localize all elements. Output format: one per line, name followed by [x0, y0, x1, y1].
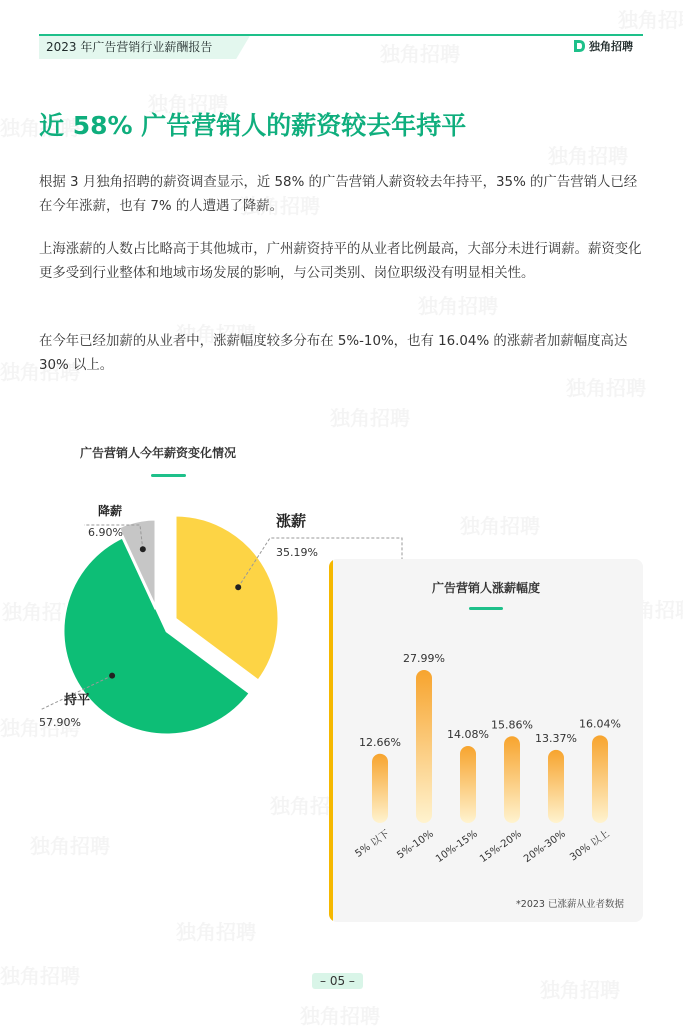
bar-3 — [504, 736, 520, 823]
watermark-23 — [540, 974, 620, 1003]
watermark-10 — [330, 402, 410, 431]
watermark-18 — [30, 830, 110, 859]
watermark-6 — [418, 290, 498, 319]
bar-category-label-5: 30% 以上 — [568, 828, 612, 864]
bar-category-label-4: 20%-30% — [522, 828, 568, 866]
pie-label-flat: 持平 — [64, 693, 91, 708]
watermark-1 — [380, 38, 460, 67]
paragraph-3: 在今年已经加薪的从业者中，涨薪幅度较多分布在 5%-10%，也有 16.04% 的涨薪者加薪幅度高达 30% 以上。 — [39, 334, 628, 373]
bar-category-label-0: 5% 以下 — [353, 828, 392, 860]
brand-name: 独角招聘 — [589, 40, 633, 53]
bar-value-label-0: 12.66% — [359, 735, 401, 749]
pie-label-raise: 涨薪 — [276, 512, 307, 530]
bar-value-label-2: 14.08% — [447, 728, 489, 742]
unicorn-logo-icon — [572, 39, 586, 53]
watermark-20 — [176, 916, 256, 945]
watermark-22 — [300, 1000, 380, 1029]
bar-value-label-1: 27.99% — [403, 651, 445, 665]
page-number: – 05 – — [312, 973, 363, 989]
bar-5 — [592, 735, 608, 823]
paragraph-2: 上海涨薪的人数占比略高于其他城市，广州薪资持平的从业者比例最高，大部分未进行调薪。薪资变化更多受到行业整体和地域市场发展的影响，与公司类别、岗位职级没有明显相关性。 — [39, 242, 642, 281]
pie-marker-raise — [235, 584, 241, 590]
pie-title-underline — [151, 474, 186, 477]
bar-2 — [460, 746, 476, 823]
bar-chart — [329, 559, 643, 922]
pie-marker-flat — [109, 673, 115, 679]
pie-value-flat: 57.90% — [39, 716, 81, 729]
watermark-21 — [0, 960, 80, 989]
watermark-0 — [618, 4, 683, 33]
pie-value-cut: 6.90% — [88, 526, 123, 539]
pie-label-cut: 降薪 — [98, 504, 123, 518]
bar-category-label-2: 10%-15% — [434, 828, 480, 866]
bar-category-label-1: 5%-10% — [395, 828, 436, 862]
bar-0 — [372, 754, 388, 823]
brand-logo — [572, 38, 633, 54]
bar-value-label-3: 15.86% — [491, 718, 533, 732]
bar-chart-footnote: *2023 已涨薪从业者数据 — [516, 899, 624, 910]
raise-range-card — [329, 559, 643, 922]
bar-1 — [416, 670, 432, 823]
bar-value-label-5: 16.04% — [579, 717, 621, 731]
header-rule — [39, 34, 643, 36]
page-title: 近 58% 广告营销人的薪资较去年持平 — [39, 111, 467, 140]
paragraph-1: 根据 3 月独角招聘的薪资调查显示，近 58% 的广告营销人薪资较去年持平，35% 的广告营销人已经在今年涨薪，也有 7% 的人遭遇了降薪。 — [39, 175, 638, 214]
watermark-3 — [548, 140, 628, 169]
pie-marker-cut — [140, 546, 146, 552]
pie-chart-title: 广告营销人今年薪资变化情况 — [80, 446, 237, 460]
report-title: 2023 年广告营销行业薪酬报告 — [46, 40, 213, 54]
bar-chart-title: 广告营销人涨薪幅度 — [431, 581, 540, 595]
bar-category-label-3: 15%-20% — [478, 828, 524, 866]
bar-value-label-4: 13.37% — [535, 731, 577, 745]
bar-4 — [548, 750, 564, 823]
watermark-11 — [460, 510, 540, 539]
pie-value-raise: 35.19% — [276, 546, 318, 559]
